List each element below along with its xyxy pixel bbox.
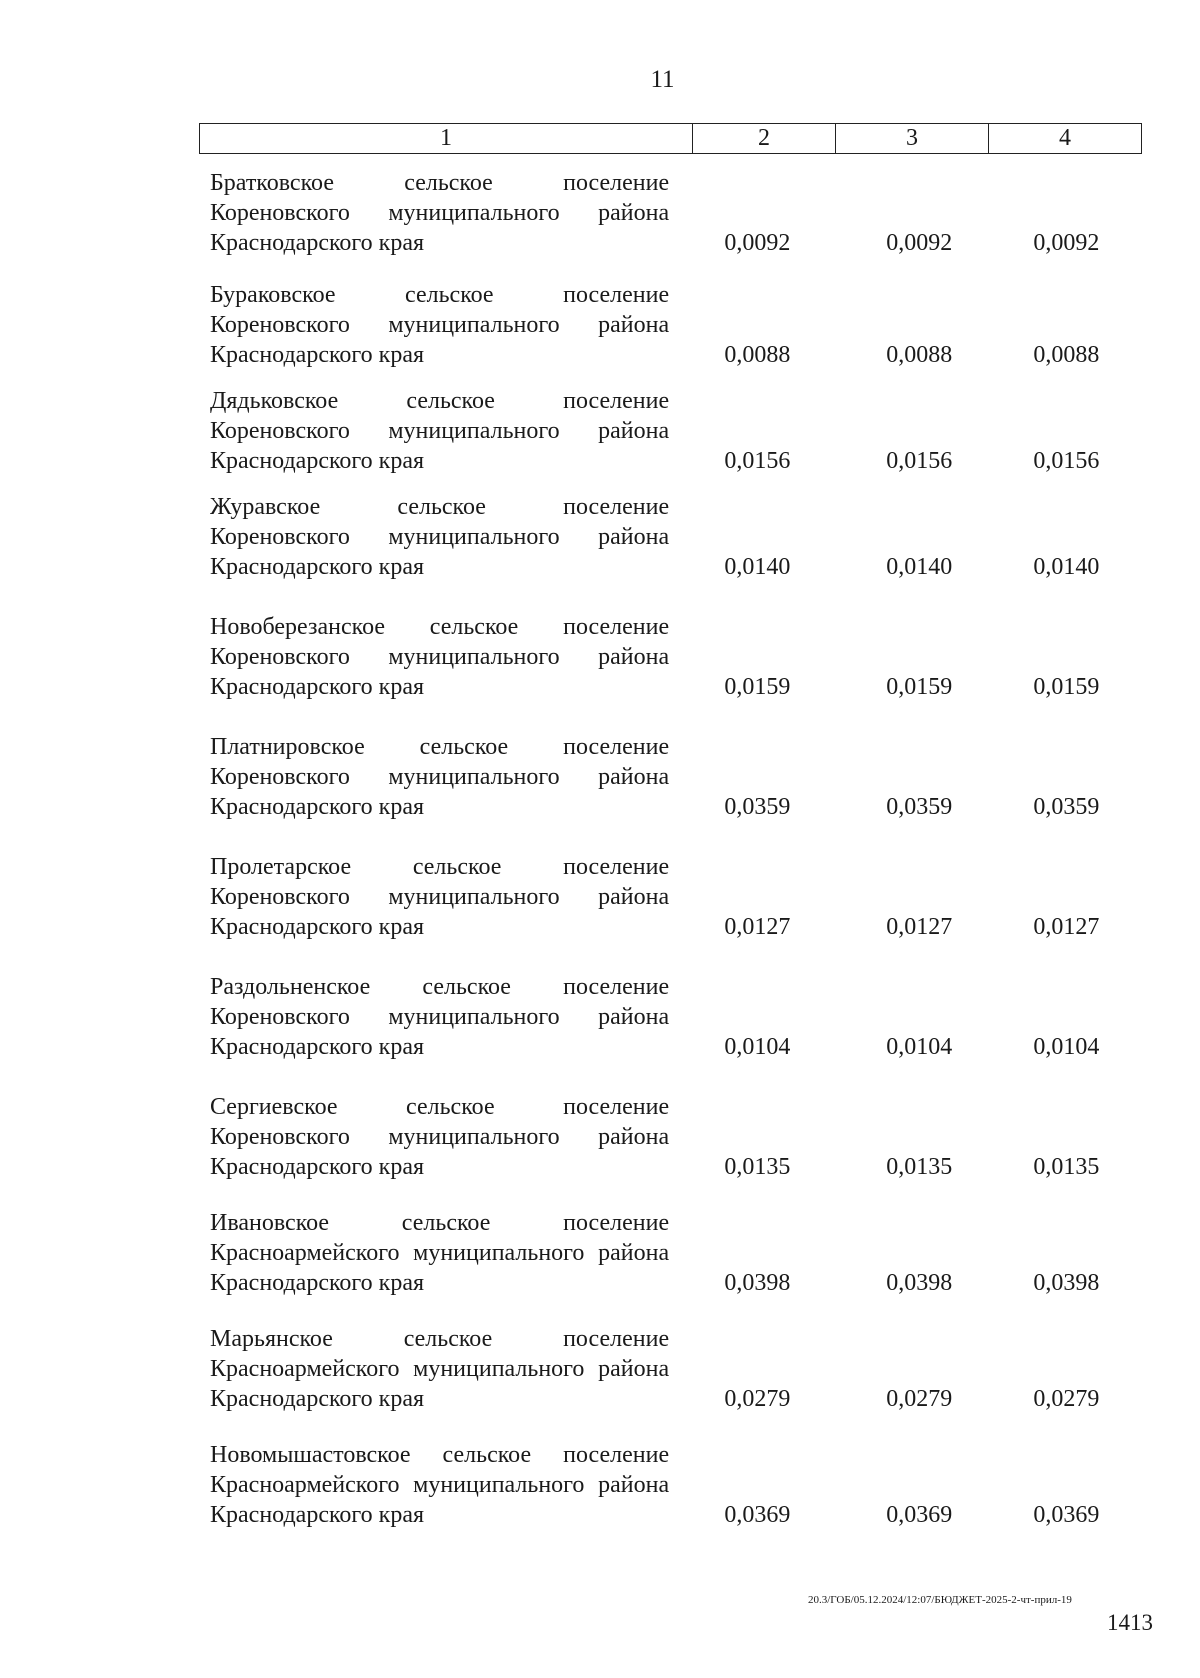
value-col-2: 0,0156 <box>724 448 791 474</box>
value-col-4: 0,0279 <box>1033 1386 1100 1412</box>
value-col-3: 0,0088 <box>886 342 953 368</box>
value-col-3: 0,0279 <box>886 1386 953 1412</box>
settlement-name: Ивановское сельское поселение Красноармейского муниципального района Краснодарского края <box>210 1210 670 1296</box>
value-col-4: 0,0092 <box>1033 230 1100 256</box>
settlement-name: Раздольненское сельское поселение Кореновского муниципального района Краснодарского края <box>210 974 670 1060</box>
page-number: 11 <box>650 66 675 93</box>
value-col-4: 0,0127 <box>1033 914 1100 940</box>
header-cell-4: 4 <box>988 124 1141 153</box>
value-col-3: 0,0159 <box>886 674 953 700</box>
table-row <box>210 476 1140 582</box>
settlement-name: Марьянское сельское поселение Красноармейского муниципального района Краснодарского края <box>210 1326 670 1412</box>
value-col-4: 0,0088 <box>1033 342 1100 368</box>
table-row <box>210 942 1140 1062</box>
header-cell-2: 2 <box>692 124 835 153</box>
settlement-name: Платнировское сельское поселение Кореновского муниципального района Краснодарского края <box>210 734 670 820</box>
value-col-3: 0,0104 <box>886 1034 953 1060</box>
value-col-3: 0,0127 <box>886 914 953 940</box>
value-col-4: 0,0104 <box>1033 1034 1100 1060</box>
table-row <box>210 822 1140 942</box>
sheet-number: 1413 <box>1107 1610 1153 1635</box>
value-col-4: 0,0159 <box>1033 674 1100 700</box>
value-col-3: 0,0369 <box>886 1502 953 1528</box>
value-col-2: 0,0088 <box>724 342 791 368</box>
settlement-name: Новоберезанское сельское поселение Кореновского муниципального района Краснодарского края <box>210 614 670 700</box>
value-col-3: 0,0359 <box>886 794 953 820</box>
value-col-4: 0,0156 <box>1033 448 1100 474</box>
settlement-name: Бураковское сельское поселение Кореновского муниципального района Краснодарского края <box>210 282 670 368</box>
settlement-name: Братковское сельское поселение Кореновского муниципального района Краснодарского края <box>210 170 670 256</box>
value-col-4: 0,0398 <box>1033 1270 1100 1296</box>
value-col-4: 0,0369 <box>1033 1502 1100 1528</box>
value-col-2: 0,0359 <box>724 794 791 820</box>
table-row <box>210 582 1140 702</box>
value-col-4: 0,0359 <box>1033 794 1100 820</box>
table-row <box>210 1182 1140 1298</box>
table-body <box>210 152 1140 1530</box>
value-col-3: 0,0092 <box>886 230 953 256</box>
settlement-name: Сергиевское сельское поселение Кореновского муниципального района Краснодарского края <box>210 1094 670 1180</box>
value-col-2: 0,0369 <box>724 1502 791 1528</box>
value-col-2: 0,0398 <box>724 1270 791 1296</box>
value-col-3: 0,0398 <box>886 1270 953 1296</box>
table-header <box>199 123 1142 154</box>
value-col-3: 0,0140 <box>886 554 953 580</box>
value-col-2: 0,0140 <box>724 554 791 580</box>
value-col-2: 0,0092 <box>724 230 791 256</box>
table-row <box>210 1062 1140 1182</box>
settlement-name: Новомышастовское сельское поселение Красноармейского муниципального района Краснодарского края <box>210 1442 670 1528</box>
document-code: 20.3/ГОБ/05.12.2024/12:07/БЮДЖЕТ-2025-2-чт-прил-19 <box>808 1594 1072 1606</box>
settlement-name: Журавское сельское поселение Кореновского муниципального района Краснодарского края <box>210 494 670 580</box>
value-col-2: 0,0135 <box>724 1154 791 1180</box>
value-col-2: 0,0127 <box>724 914 791 940</box>
settlement-name: Дядьковское сельское поселение Кореновского муниципального района Краснодарского края <box>210 388 670 474</box>
table-row <box>210 1414 1140 1530</box>
settlement-name: Пролетарское сельское поселение Кореновского муниципального района Краснодарского края <box>210 854 670 940</box>
table-row <box>210 152 1140 258</box>
value-col-2: 0,0159 <box>724 674 791 700</box>
header-cell-3: 3 <box>835 124 988 153</box>
table-row <box>210 1298 1140 1414</box>
value-col-2: 0,0279 <box>724 1386 791 1412</box>
value-col-2: 0,0104 <box>724 1034 791 1060</box>
value-col-3: 0,0135 <box>886 1154 953 1180</box>
value-col-4: 0,0140 <box>1033 554 1100 580</box>
table-row <box>210 258 1140 370</box>
table-row <box>210 370 1140 476</box>
table-row <box>210 702 1140 822</box>
header-cell-1: 1 <box>440 125 452 151</box>
value-col-4: 0,0135 <box>1033 1154 1100 1180</box>
value-col-3: 0,0156 <box>886 448 953 474</box>
